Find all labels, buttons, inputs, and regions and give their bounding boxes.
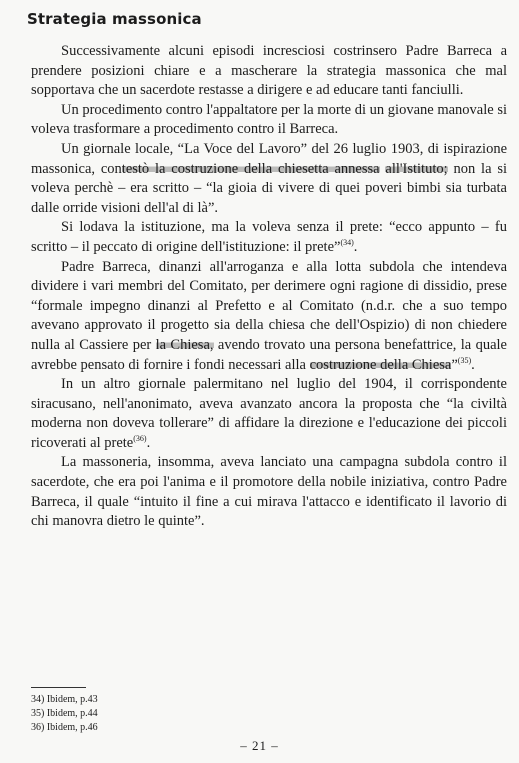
section-title: Strategia massonica xyxy=(27,10,202,28)
note-ref-36: (36) xyxy=(133,434,147,444)
pencil-highlight: costruzione della Chiesa xyxy=(309,356,452,373)
note-ref-34: (34) xyxy=(340,238,354,248)
paragraph-text: Padre Barreca, dinanzi all'arroganza e alla lotta subdola che intendeva dividere i vari membri del Comitato, per derimere ogni ragione di dissidio, prese “formale impegno dinanzi al Prefetto e al Comitato (n.d.r. che a suo tempo avevano approvato il progetto sia della chiesa che dell'Ospizio) di non chiedere nulla al Cassiere per la Chiesa, avendo trovato una persona benefattrice, la quale avrebbe pensato di fornire i fondi necessari alla costruzione della Chiesa” xyxy=(31,258,507,373)
footnote-34: 34) Ibidem, p.43 xyxy=(31,694,98,705)
paragraph-with-note: Padre Barreca, dinanzi all'arroganza e alla lotta subdola che intendeva dividere i vari membri del Comitato, per derimere ogni ragione di dissidio, prese “formale impegno dinanzi al Prefetto e al Comitato (n.d.r. che a suo tempo avevano approvato il progetto sia della chiesa che dell'Ospizio) di non chiedere nulla al Cassiere per la Chiesa, avendo trovato una persona benefattrice, la quale avrebbe pensato di fornire i fondi necessari alla costruzione della Chiesa”$^{(35)}$. xyxy=(31,258,507,373)
paragraph: La massoneria, insomma, aveva lanciato una campagna subdola contro il sacerdote, che era poi l'anima e il promotore della nobile iniziativa, contro Padre Barreca, il quale “intuito il fine a cui mirava l'attacco e identificato il lavorio di chi manovra dietro le quinte”. xyxy=(31,454,507,530)
paragraph-with-note: Si lodava la istituzione, ma la voleva senza il prete: “ecco appunto – fu scritto – il peccato di origine dell'istituzione: il prete”$^{(34)}$. xyxy=(31,219,507,255)
paragraph-highlighted xyxy=(31,140,507,218)
pencil-highlight: testò la costruzione della chiesetta annessa xyxy=(121,160,380,177)
footnotes xyxy=(31,693,98,735)
paragraph-text: In un altro giornale palermitano nel luglio del 1904, il corrispondente siracusano, nell'anonimato, aveva avanzato ancora la proposta che “la civiltà moderna non doveva tollerare” di affidare la direzione e l'educazione dei piccoli ricoverati al prete xyxy=(31,376,507,451)
paragraph-with-note: In un altro giornale palermitano nel luglio del 1904, il corrispondente siracusano, nell'anonimato, aveva avanzato ancora la proposta che “la civiltà moderna non doveva tollerare” di affidare la direzione e l'educazione dei piccoli ricoverati al prete$^{(36)}$. xyxy=(31,376,507,451)
paragraph: Successivamente alcuni episodi incresciosi costrinsero Padre Barreca a prendere posizioni chiare e a mascherare la strategia massonica che mal sopportava che un sacerdote restasse a dirigere e ad educare tanti fanciulli. xyxy=(31,43,507,99)
pencil-highlight: all'Istituto; xyxy=(385,160,448,177)
page-number: – 21 – xyxy=(240,738,279,753)
paragraph: Un procedimento contro l'appaltatore per la morte di un giovane manovale si voleva trasformare a procedimento contro il Barreca. xyxy=(31,101,507,138)
body-text xyxy=(31,42,507,532)
note-ref-35: (35) xyxy=(457,355,472,365)
paragraph-text: Si lodava la istituzione, ma la voleva senza il prete: “ecco appunto – fu scritto – il peccato di origine dell'istituzione: il prete” xyxy=(31,219,507,255)
footnote-36: 36) Ibidem, p.46 xyxy=(31,722,98,733)
pencil-highlight: la Chiesa, xyxy=(155,336,214,353)
paragraph-text: Un giornale locale, “La Voce del Lavoro” del 26 luglio 1903, di ispirazione massonica, contestò la costruzione della chiesetta annessa all'Istituto; non la si voleva perchè – era scritto – “la gioia di vivere di quei poveri bimbi sia turbata dalle orride visioni dell'al di là”. xyxy=(31,140,508,216)
footnote-35: 35) Ibidem, p.44 xyxy=(31,708,98,719)
footnote-divider xyxy=(31,687,86,688)
